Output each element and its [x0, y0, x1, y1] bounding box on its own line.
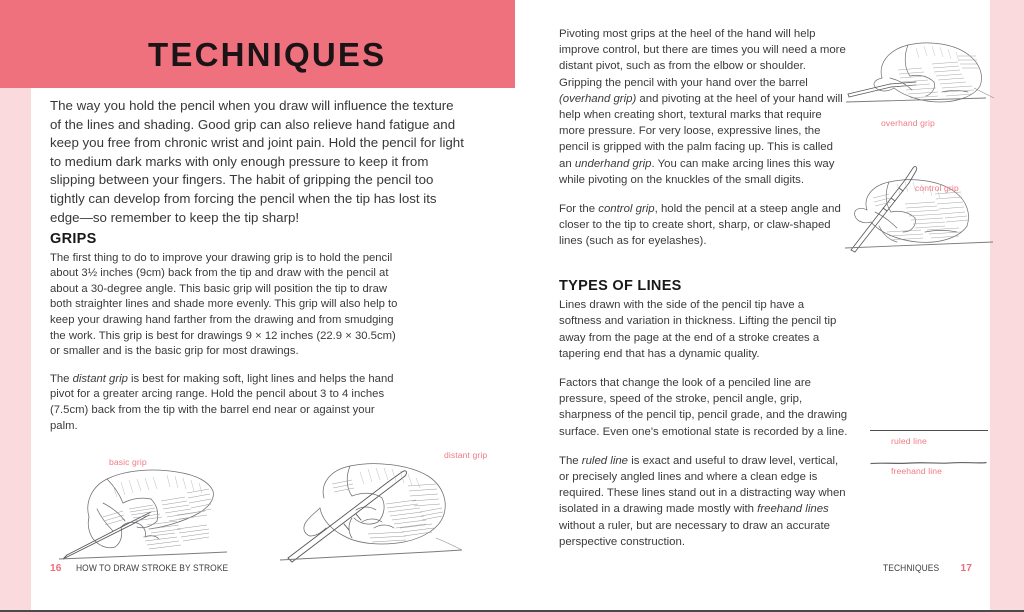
r-p1-em-overhand-grip: (overhand grip)	[559, 92, 637, 105]
types-paragraph-2: Factors that change the look of a penciled line are pressure, speed of the stroke, pencil angle, grip, sharpness of the pencil tip, pencil grade, and the drawing surface. Even one's emotional state is recorded by a line.	[559, 377, 848, 438]
right-footer	[883, 563, 972, 574]
line-samples	[870, 430, 990, 490]
page-title: TECHNIQUES	[148, 36, 387, 73]
right-paragraph-1	[559, 26, 848, 188]
left-page	[31, 0, 515, 612]
r-p1-mid: and pivoting at the heel of your hand will help when creating short, textural marks that require more pressure. For very loose, expressive lines, the pencil is gripped with the palm facing up. This is called an	[559, 92, 843, 170]
right-footer-label: TECHNIQUES	[882, 563, 939, 574]
caption-overhand-grip: overhand grip	[881, 118, 935, 128]
left-footer-label: HOW TO DRAW STROKE BY STROKE	[75, 563, 228, 574]
grips-heading: GRIPS	[50, 231, 97, 247]
grips-paragraph-1: The first thing to do to improve your drawing grip is to hold the pencil about 3½ inches (9cm) back from the tip and draw with the pencil at about a 30-degree angle. This basic grip will position the tip to draw both straighter lines and shade more evenly. This grip will also help to keep your drawing hand farther from the drawing and from smudging the work. This grip is best for drawings 9 × 12 inches (22.9 × 30.5cm) or smaller and is the basic grip for most drawings.	[50, 251, 398, 358]
r-p1-post: . You can make arcing lines this way while pivoting on the knuckles of the small digits.	[559, 157, 835, 186]
overhand-grip-illustration	[846, 30, 996, 112]
distant-grip-illustration	[276, 450, 466, 568]
grips-section	[50, 232, 402, 434]
types-paragraph-3	[559, 453, 848, 550]
grips-p2-emphasis: distant grip	[72, 372, 128, 385]
t-p3-em-ruled-line: ruled line	[581, 454, 629, 467]
r-p2-em-control-grip: control grip	[598, 203, 655, 216]
basic-grip-illustration	[57, 455, 237, 565]
r-p2-post: , hold the pencil at a steep angle and closer to the tip to create short, sharp, or claw-shaped lines (such as for eyelashes).	[559, 203, 841, 248]
caption-freehand-line: freehand line	[891, 466, 942, 476]
t-p3-em-freehand-lines: freehand lines	[757, 503, 829, 516]
caption-control-grip: control grip	[915, 183, 959, 193]
left-edge-pink-strip	[0, 88, 31, 612]
left-page-number: 16	[50, 563, 62, 574]
types-paragraph-1: Lines drawn with the side of the pencil tip have a softness and variation in thickness. Lifting the pencil tip away from the page at the end of a stroke creates a tapering end that has a dynamic quality.	[559, 299, 837, 360]
t-p3-pre: The	[559, 454, 582, 467]
intro-paragraph: The way you hold the pencil when you draw will influence the texture of the lines and shading. Good grip can also relieve hand fatigue and keep you free from chronic wrist and joint pain. Hold the pencil for light to medium dark marks with only enough pressure to keep it from slipping between your fingers. The habit of gripping the pencil too tightly can develop from forcing the pencil when the tip has lost its edge—so remember to keep the tip sharp!	[50, 98, 464, 225]
grips-paragraph-2	[50, 372, 402, 434]
grips-p2-post: is best for making soft, light lines and helps the hand pivot for a greater arcing range. Hold the pencil about 3 to 4 inches (7.5cm) back from the tip with the barrel end near or against your palm.	[50, 372, 394, 432]
types-of-lines-heading: TYPES OF LINES	[559, 278, 682, 294]
ruled-line-sample	[870, 430, 988, 431]
t-p3-post: without a ruler, but are necessary to draw an accurate perspective construction.	[559, 519, 830, 548]
right-top-text	[559, 26, 848, 250]
grips-p2-pre: The	[50, 372, 73, 385]
r-p1-pre: Pivoting most grips at the heel of the hand will help improve control, but there are times you will need a more distant pivot, such as from the elbow or shoulder. Gripping the pencil with your hand over the barrel	[559, 28, 846, 89]
t-p3-mid: is exact and useful to draw level, vertical, or precisely angled lines and where a clean edge is required. These lines stand out in a distracting way when isolated in a drawing made mostly with	[559, 454, 846, 516]
caption-distant-grip: distant grip	[444, 450, 488, 460]
right-page-number: 17	[960, 563, 972, 574]
control-grip-illustration	[843, 162, 998, 254]
caption-basic-grip: basic grip	[109, 457, 147, 467]
right-page	[515, 0, 990, 612]
r-p1-em-underhand-grip: underhand grip	[574, 157, 652, 170]
caption-ruled-line: ruled line	[891, 436, 927, 446]
right-paragraph-2	[559, 201, 848, 250]
left-footer	[50, 563, 249, 574]
r-p2-pre: For the	[559, 203, 599, 216]
types-of-lines-section	[559, 278, 848, 550]
